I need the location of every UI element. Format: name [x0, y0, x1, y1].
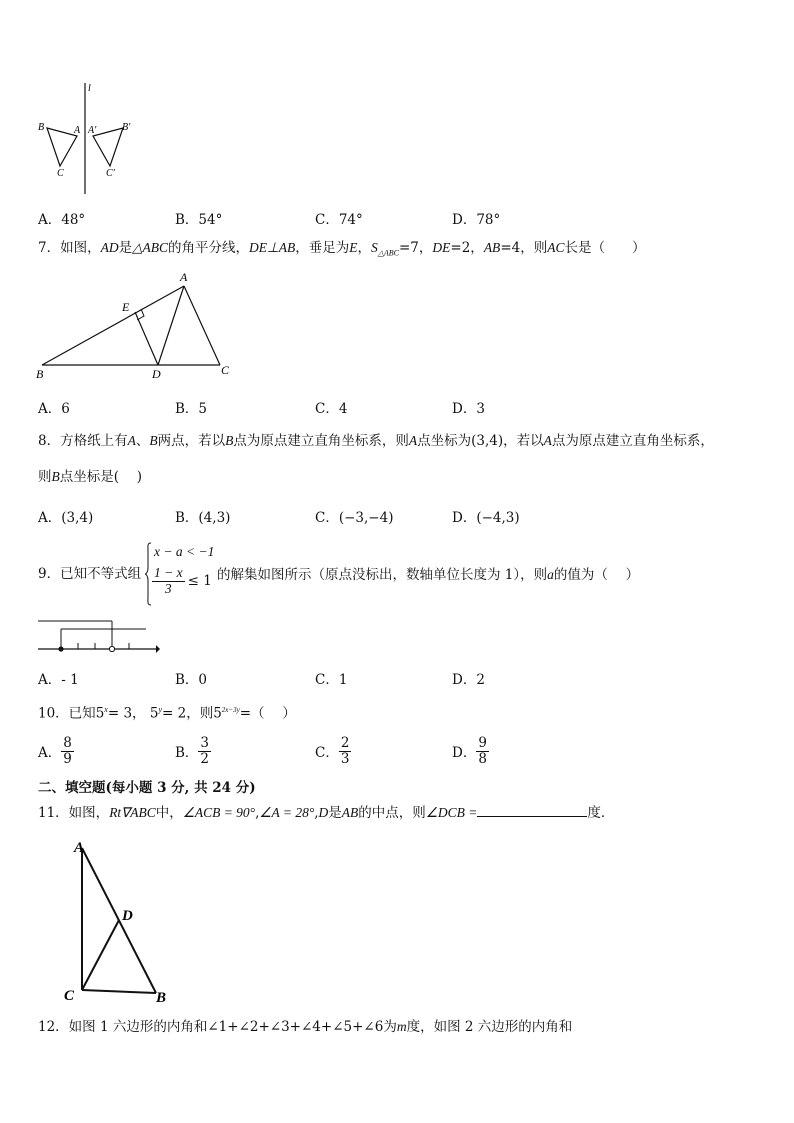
q9-brace: [144, 542, 152, 606]
q9-option-c[interactable]: C．1: [315, 672, 348, 688]
q7-option-a[interactable]: A．6: [38, 401, 70, 417]
q6-option-c[interactable]: C．74°: [315, 212, 363, 228]
q7-figure: [30, 268, 240, 383]
q10-option-a[interactable]: A． $\frac{8}{9}$: [38, 735, 72, 767]
q10-option-d[interactable]: D． $\frac{9}{8}$: [452, 735, 487, 767]
q8-stem-line1: 8．方格纸上有A、B两点，若以B点为原点建立直角坐标系，则A点坐标为(3,4)，若以A点为原点建立直角坐标系，: [38, 433, 714, 449]
q9-option-b[interactable]: B．0: [175, 672, 208, 688]
q10-option-c[interactable]: C． $\frac{2}{3}$: [315, 735, 350, 767]
q10-stem: 10．已知$5^x= 3$， $5^y= 2$，则$5^{2x-3y}=$（ ）: [38, 705, 296, 722]
q7-label-D: D: [152, 367, 161, 381]
q6-label-l: l: [88, 83, 91, 94]
q7-label-E: E: [122, 300, 130, 314]
q8-option-a[interactable]: A．(3,4): [38, 510, 94, 526]
q11-answer-blank[interactable]: [477, 804, 587, 817]
q9-num: 9．已知不等式组: [38, 566, 142, 582]
q7-stem: 7．如图，AD是△ABC的角平分线，DE⊥AB，垂足为E，$S_{\triangle ABC}=7$，DE=2，AB=4，则AC长是（ ）: [38, 240, 646, 258]
q8-option-c[interactable]: C．(−3,−4): [315, 510, 394, 526]
q8-option-b[interactable]: B．(4,3): [175, 510, 231, 526]
q11-label-A: A: [74, 840, 85, 856]
q6-figure: [30, 78, 150, 196]
q6-label-C-prime: C′: [106, 168, 115, 179]
q6-option-a[interactable]: A．48°: [38, 212, 86, 228]
q8-option-d[interactable]: D．(−4,3): [452, 510, 520, 526]
q8-stem-line2: 则B点坐标是( ): [38, 469, 143, 485]
q9-option-a[interactable]: A．- 1: [38, 672, 79, 688]
q10-option-b[interactable]: B． $\frac{3}{2}$: [175, 735, 210, 767]
q7-label-C: C: [221, 363, 230, 377]
q7-label-B: B: [36, 367, 44, 381]
section-heading-fill-in: 二、填空题(每小题 3 分, 共 24 分): [38, 780, 256, 796]
q6-label-C: C: [57, 168, 64, 179]
q6-label-B-prime: B′: [122, 122, 131, 133]
q11-figure: [58, 836, 178, 1008]
q6-option-d[interactable]: D．78°: [452, 212, 501, 228]
q7-option-c[interactable]: C．4: [315, 401, 348, 417]
q6-label-A: A: [74, 125, 81, 136]
q11-label-C: C: [64, 988, 75, 1004]
q9-number-line: [36, 614, 160, 660]
q9-inequality-1: x − a < −1: [154, 544, 215, 559]
q6-option-b[interactable]: B．54°: [175, 212, 223, 228]
q6-label-B: B: [38, 122, 45, 133]
q9-option-d[interactable]: D．2: [452, 672, 485, 688]
q12-stem: 12．如图 1 六边形的内角和∠1+∠2+∠3+∠4+∠5+∠6为m度，如图 2 六边形的内角和: [38, 1019, 573, 1035]
q7-label-A: A: [180, 270, 188, 284]
q11-label-B: B: [156, 990, 167, 1006]
q11-stem: 11．如图，Rt∇ABC中，∠ACB = 90°,∠A = 28°,D是AB的中点，则∠DCB = 度．: [38, 805, 615, 821]
q7-option-b[interactable]: B．5: [175, 401, 208, 417]
q11-label-D: D: [122, 908, 133, 924]
q9-stem-tail: 的解集如图所示（原点没标出，数轴单位长度为 1），则a的值为（ ）: [217, 567, 640, 583]
q7-option-d[interactable]: D．3: [452, 401, 485, 417]
q9-inequality-2: $\frac{1 - x}{3}$ ≤ 1: [154, 565, 212, 596]
q6-label-A-prime: A′: [88, 125, 97, 136]
